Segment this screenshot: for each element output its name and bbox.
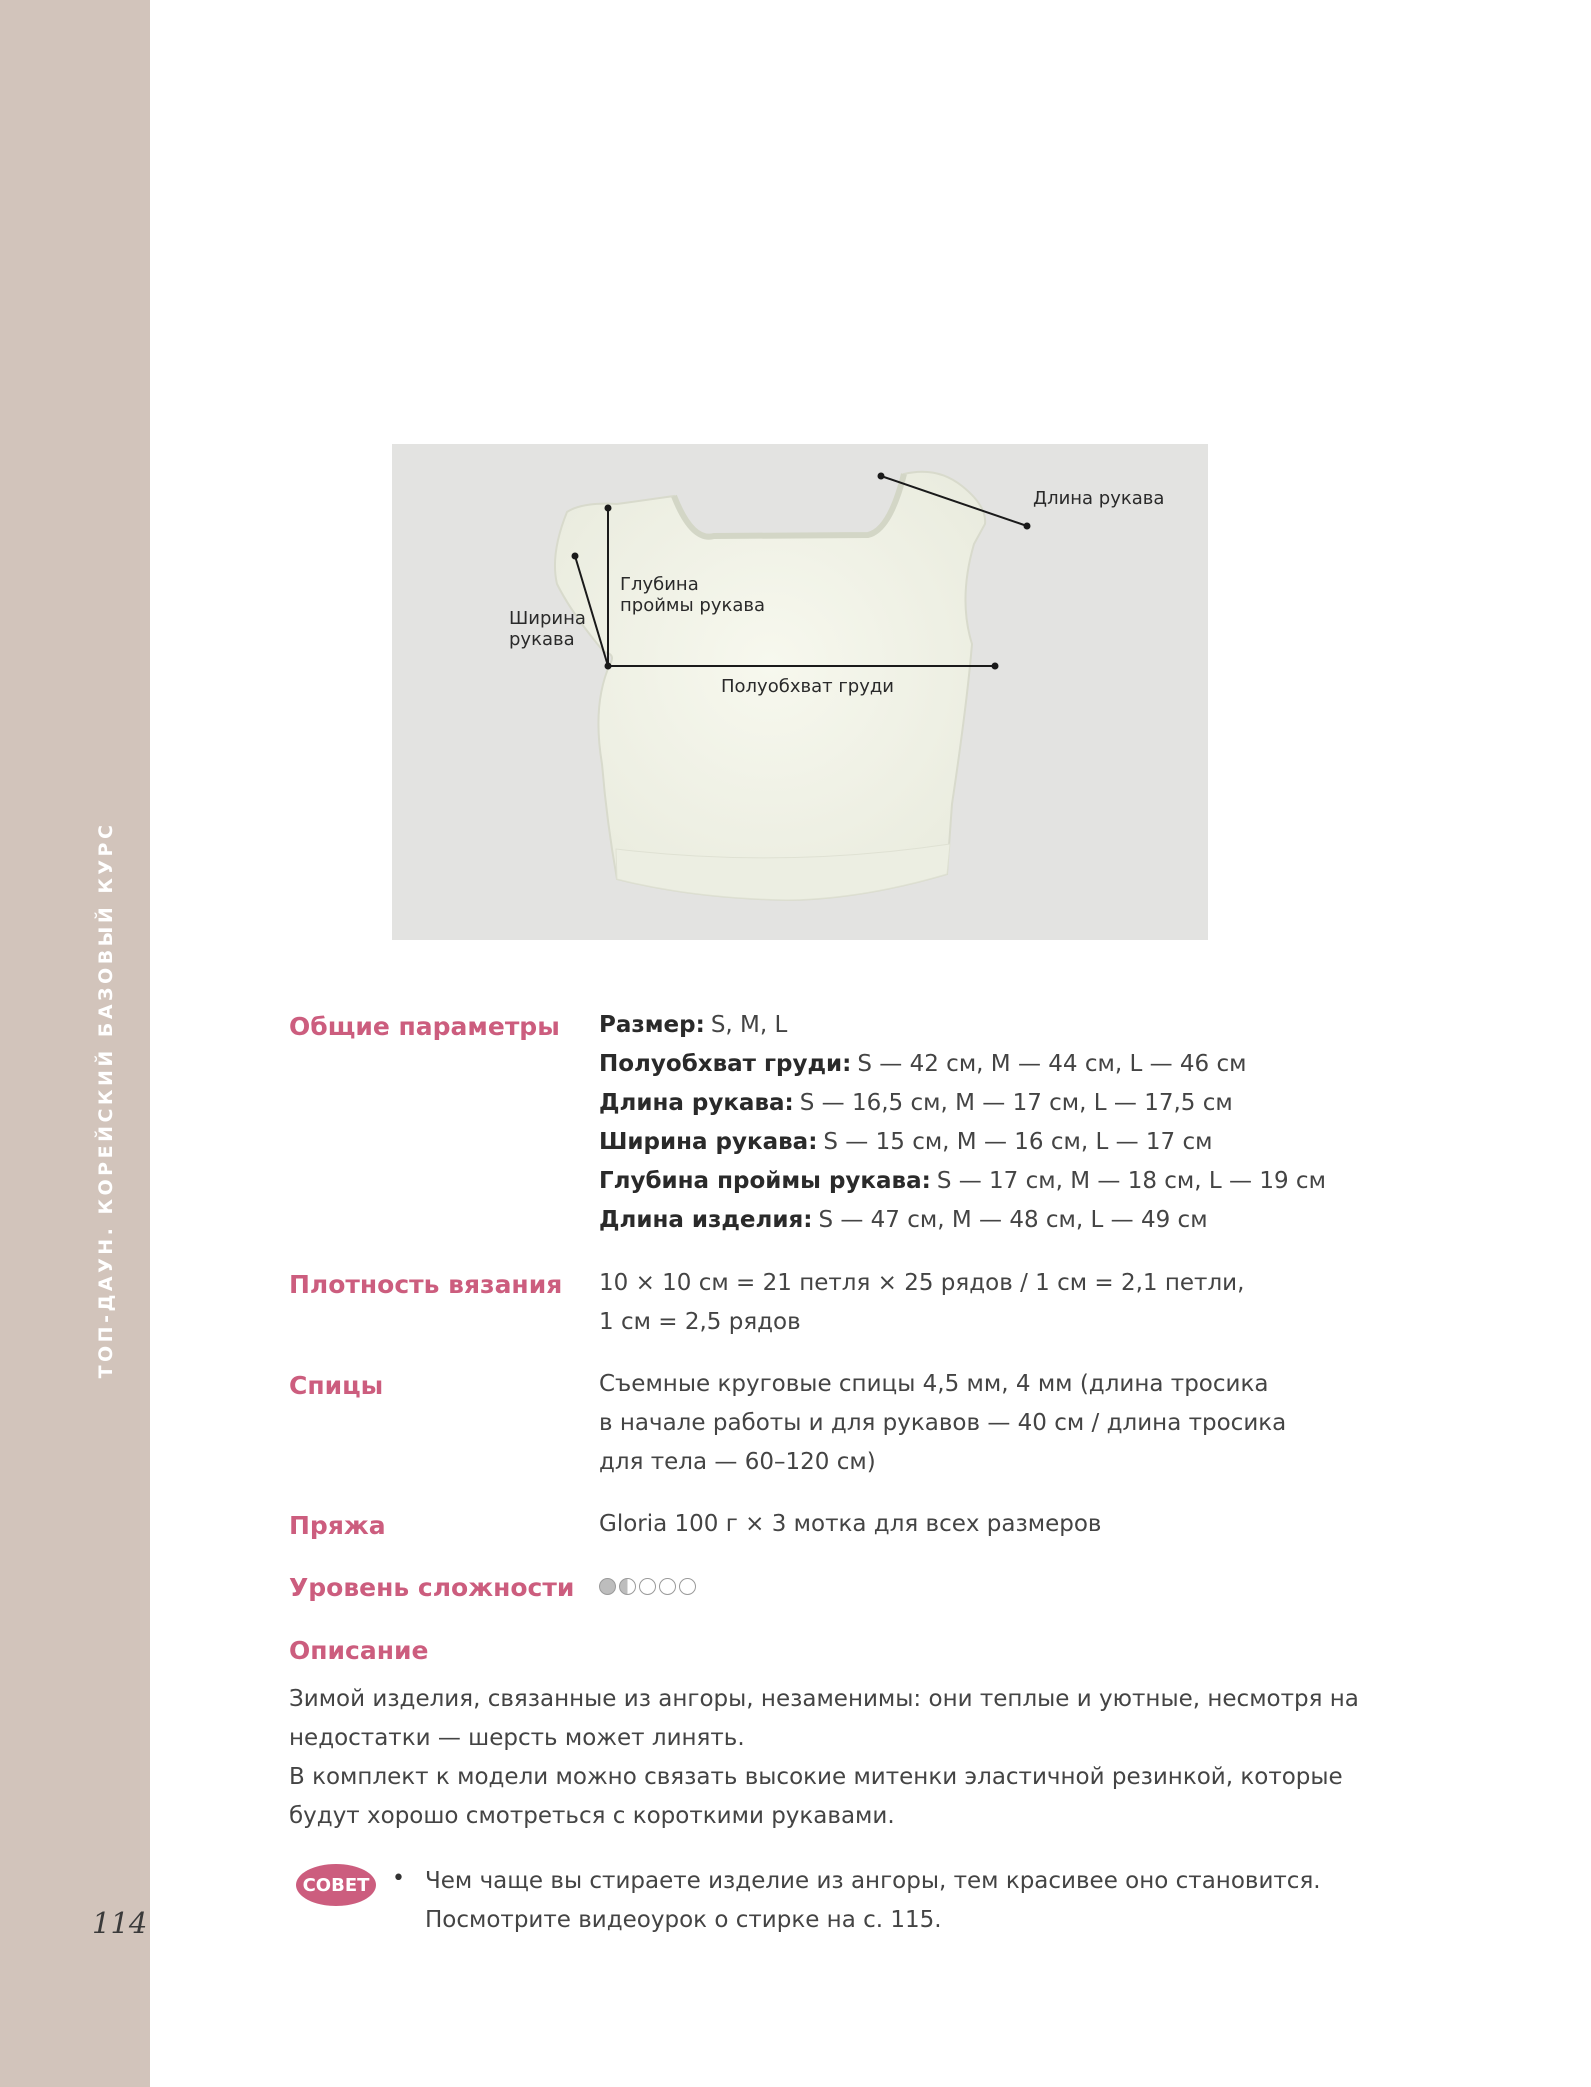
neckline xyxy=(674,474,904,537)
running-head: ТОП-ДАУН. КОРЕЙСКИЙ БАЗОВЫЙ КУРС xyxy=(95,821,117,1379)
half-chest-label: Полуобхват груди xyxy=(721,676,894,697)
param-length: Длина изделия: S — 47 см, M — 48 см, L — 49 см xyxy=(599,1207,1208,1233)
param-half-chest: Полуобхват груди: S — 42 см, M — 44 см, L — 46 см xyxy=(599,1051,1247,1077)
tip-badge: СОВЕТ xyxy=(296,1864,376,1906)
gauge-value: 10 × 10 см = 21 петля × 25 рядов / 1 см = 2,1 петли, 1 см = 2,5 рядов xyxy=(599,1270,1245,1335)
difficulty-circle-4 xyxy=(659,1578,676,1595)
difficulty-label: Уровень сложности xyxy=(289,1573,575,1602)
description-heading: Описание xyxy=(289,1636,429,1665)
param-armhole-depth: Глубина проймы рукава: S — 17 см, M — 18 см, L — 19 см xyxy=(599,1168,1326,1194)
yarn-label: Пряжа xyxy=(289,1511,386,1540)
page-number: 114 xyxy=(92,1906,148,1940)
sweater-photo xyxy=(392,444,1208,940)
general-params-label: Общие параметры xyxy=(289,1012,560,1041)
tip-text: Чем чаще вы стираете изделие из ангоры, тем красивее оно становится. Посмотрите видеоурок о стирке на с. 115. xyxy=(425,1868,1321,1933)
gauge-label: Плотность вязания xyxy=(289,1270,563,1299)
needles-label: Спицы xyxy=(289,1371,384,1400)
difficulty-circle-3 xyxy=(639,1578,656,1595)
sleeve-length-label: Длина рукава xyxy=(1033,488,1165,509)
sidebar-band xyxy=(0,0,150,2087)
difficulty-circle-2 xyxy=(619,1578,636,1595)
needles-value: Съемные круговые спицы 4,5 мм, 4 мм (длина тросика в начале работы и для рукавов — 40 см / длина тросика для тела — 60–120 см) xyxy=(599,1371,1287,1475)
difficulty-circle-1 xyxy=(599,1578,616,1595)
difficulty-rating xyxy=(599,1578,699,1595)
param-sleeve-length: Длина рукава: S — 16,5 см, M — 17 см, L — 17,5 см xyxy=(599,1090,1233,1116)
yarn-value: Gloria 100 г × 3 мотка для всех размеров xyxy=(599,1511,1102,1537)
armhole-depth-label: Глубина проймы рукава xyxy=(620,574,766,616)
param-sleeve-width: Ширина рукава: S — 15 см, M — 16 см, L — 17 см xyxy=(599,1129,1213,1155)
param-size: Размер: S, M, L xyxy=(599,1012,788,1038)
sleeve-width-label: Ширина рукава xyxy=(509,608,586,650)
tip-bullet-icon: • xyxy=(392,1866,405,1891)
general-params-list xyxy=(599,1006,1326,1240)
description-text: Зимой изделия, связанные из ангоры, незаменимы: они теплые и уютные, несмотря на недостатки — шерсть может линять. В комплект к модели можно связать высокие митенки эластичной резинкой, которые будут хорошо смотреться с короткими рукавами. xyxy=(289,1686,1359,1829)
difficulty-circle-5 xyxy=(679,1578,696,1595)
